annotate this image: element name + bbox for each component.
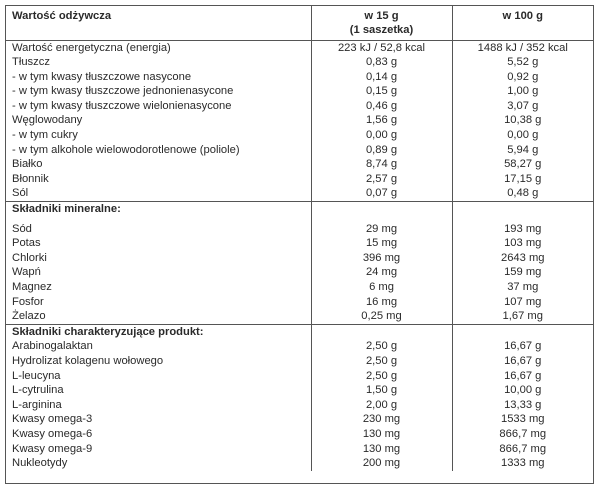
- row-label: L-arginina: [12, 398, 62, 411]
- characteristic-section: [6, 324, 593, 470]
- header-per-100g: w 100 g: [452, 6, 593, 40]
- minerals-heading: Składniki mineralne:: [6, 202, 311, 217]
- value-per-100g: 1333 mg: [452, 456, 593, 471]
- value-per-15g: 130 mg: [311, 442, 452, 457]
- value-per-100g: 103 mg: [452, 236, 593, 251]
- row-label: Tłuszcz: [12, 56, 50, 69]
- row-label: Chlorki: [12, 251, 47, 264]
- row-label: L-cytrulina: [12, 384, 64, 397]
- row-label: Kwasy omega-3: [12, 413, 93, 426]
- value-per-15g: 15 mg: [311, 236, 452, 251]
- table-row: [6, 236, 593, 251]
- row-label: Żelazo: [12, 310, 46, 323]
- table-row: [6, 383, 593, 398]
- table-row: [6, 369, 593, 384]
- table-row: [6, 99, 593, 114]
- table-row: [6, 172, 593, 187]
- row-label: Nukleotydy: [12, 457, 68, 470]
- header-per-15g: [311, 6, 452, 40]
- value-per-15g: 130 mg: [311, 427, 452, 442]
- table-row: [6, 55, 593, 70]
- value-per-100g: 3,07 g: [452, 99, 593, 114]
- table-row: [6, 427, 593, 442]
- value-per-15g: 0,15 g: [311, 84, 452, 99]
- table-row: [6, 354, 593, 369]
- row-label: Wapń: [12, 266, 41, 279]
- header-per-15g-line2: (1 saszetka): [349, 24, 414, 36]
- header-per-15g-line1: w 15 g: [364, 10, 399, 22]
- value-per-15g: 1,50 g: [311, 383, 452, 398]
- value-per-15g: 6 mg: [311, 280, 452, 295]
- value-per-100g: 0,92 g: [452, 70, 593, 85]
- value-per-15g: 8,74 g: [311, 157, 452, 172]
- value-per-15g: 16 mg: [311, 295, 452, 310]
- table-row: [6, 412, 593, 427]
- value-per-100g: 13,33 g: [452, 398, 593, 413]
- table-row: [6, 309, 593, 324]
- value-per-100g: 1,67 mg: [452, 309, 593, 324]
- row-label: Białko: [12, 158, 43, 171]
- value-per-100g: 1,00 g: [452, 84, 593, 99]
- table-row: [6, 339, 593, 354]
- row-label: Fosfor: [12, 295, 44, 308]
- value-per-15g: 29 mg: [311, 222, 452, 237]
- value-per-15g: 2,50 g: [311, 369, 452, 384]
- value-per-15g: 2,00 g: [311, 398, 452, 413]
- value-per-100g: 5,52 g: [452, 55, 593, 70]
- value-per-100g: 866,7 mg: [452, 427, 593, 442]
- row-label: Sól: [12, 187, 29, 200]
- row-label: - w tym cukry: [12, 129, 78, 142]
- value-per-100g: 193 mg: [452, 222, 593, 237]
- value-per-15g: 0,46 g: [311, 99, 452, 114]
- value-per-15g: 230 mg: [311, 412, 452, 427]
- table-row: [6, 84, 593, 99]
- value-per-100g: 58,27 g: [452, 157, 593, 172]
- table-row: [6, 113, 593, 128]
- table-row: [6, 186, 593, 201]
- row-label: Arabinogalaktan: [12, 340, 93, 353]
- value-per-100g: 17,15 g: [452, 172, 593, 187]
- value-per-100g: 1533 mg: [452, 412, 593, 427]
- value-per-15g: 2,57 g: [311, 172, 452, 187]
- value-per-15g: 0,07 g: [311, 186, 452, 201]
- nutrition-table-frame: [5, 5, 594, 484]
- value-per-15g: 200 mg: [311, 456, 452, 471]
- row-label: Magnez: [12, 281, 52, 293]
- row-label: Sód: [12, 222, 32, 235]
- value-per-100g: 0,00 g: [452, 128, 593, 143]
- table-row: [6, 128, 593, 143]
- value-per-15g: 0,14 g: [311, 70, 452, 85]
- table-row: [6, 157, 593, 172]
- table-row: [6, 280, 593, 295]
- table-row: [6, 40, 593, 55]
- row-label: Węglowodany: [12, 114, 83, 127]
- value-per-15g: 1,56 g: [311, 113, 452, 128]
- table-row: [6, 70, 593, 85]
- row-label: - w tym alkohole wielowodorotlenowe (poliole): [12, 143, 240, 156]
- row-label: - w tym kwasy tłuszczowe wielonienasycone: [12, 99, 232, 112]
- row-label: Kwasy omega-6: [12, 427, 93, 440]
- value-per-15g: 0,83 g: [311, 55, 452, 70]
- value-per-100g: 866,7 mg: [452, 442, 593, 457]
- row-label: L-leucyna: [12, 369, 61, 382]
- characteristic-heading-row: [6, 324, 593, 339]
- table-row: [6, 265, 593, 280]
- value-per-15g: 0,89 g: [311, 143, 452, 158]
- row-label: Wartość energetyczna (energia): [6, 40, 311, 55]
- value-per-100g: 5,94 g: [452, 143, 593, 158]
- row-label: Kwasy omega-9: [12, 442, 93, 455]
- characteristic-heading: Składniki charakteryzujące produkt:: [6, 324, 311, 339]
- header-row: [6, 6, 593, 40]
- value-per-100g: 0,48 g: [452, 186, 593, 201]
- value-per-100g: 107 mg: [452, 295, 593, 310]
- value-per-15g: 2,50 g: [311, 354, 452, 369]
- minerals-section: [6, 202, 593, 325]
- value-per-15g: 223 kJ / 52,8 kcal: [311, 40, 452, 55]
- value-per-15g: 2,50 g: [311, 339, 452, 354]
- table-row: [6, 442, 593, 457]
- value-per-100g: 10,00 g: [452, 383, 593, 398]
- value-per-100g: 2643 mg: [452, 251, 593, 266]
- row-label: - w tym kwasy tłuszczowe jednonienasycone: [12, 85, 234, 98]
- minerals-heading-row: [6, 202, 593, 217]
- value-per-15g: 0,25 mg: [311, 309, 452, 324]
- value-per-100g: 16,67 g: [452, 354, 593, 369]
- nutrition-section: [6, 40, 593, 202]
- row-label: - w tym kwasy tłuszczowe nasycone: [12, 70, 192, 83]
- value-per-15g: 0,00 g: [311, 128, 452, 143]
- value-per-100g: 1488 kJ / 352 kcal: [452, 40, 593, 55]
- row-label: Hydrolizat kolagenu wołowego: [12, 354, 164, 367]
- table-row: [6, 295, 593, 310]
- value-per-15g: 24 mg: [311, 265, 452, 280]
- row-label: Potas: [12, 237, 41, 250]
- nutrition-table: [6, 6, 593, 471]
- header-nutrition-value: Wartość odżywcza: [12, 10, 112, 22]
- table-row: [6, 398, 593, 413]
- value-per-100g: 10,38 g: [452, 113, 593, 128]
- table-row: [6, 143, 593, 158]
- table-row: [6, 251, 593, 266]
- table-row: [6, 222, 593, 237]
- value-per-100g: 159 mg: [452, 265, 593, 280]
- table-row: [6, 456, 593, 471]
- value-per-100g: 37 mg: [452, 280, 593, 295]
- row-label: Błonnik: [12, 172, 49, 185]
- value-per-100g: 16,67 g: [452, 339, 593, 354]
- value-per-15g: 396 mg: [311, 251, 452, 266]
- value-per-100g: 16,67 g: [452, 369, 593, 384]
